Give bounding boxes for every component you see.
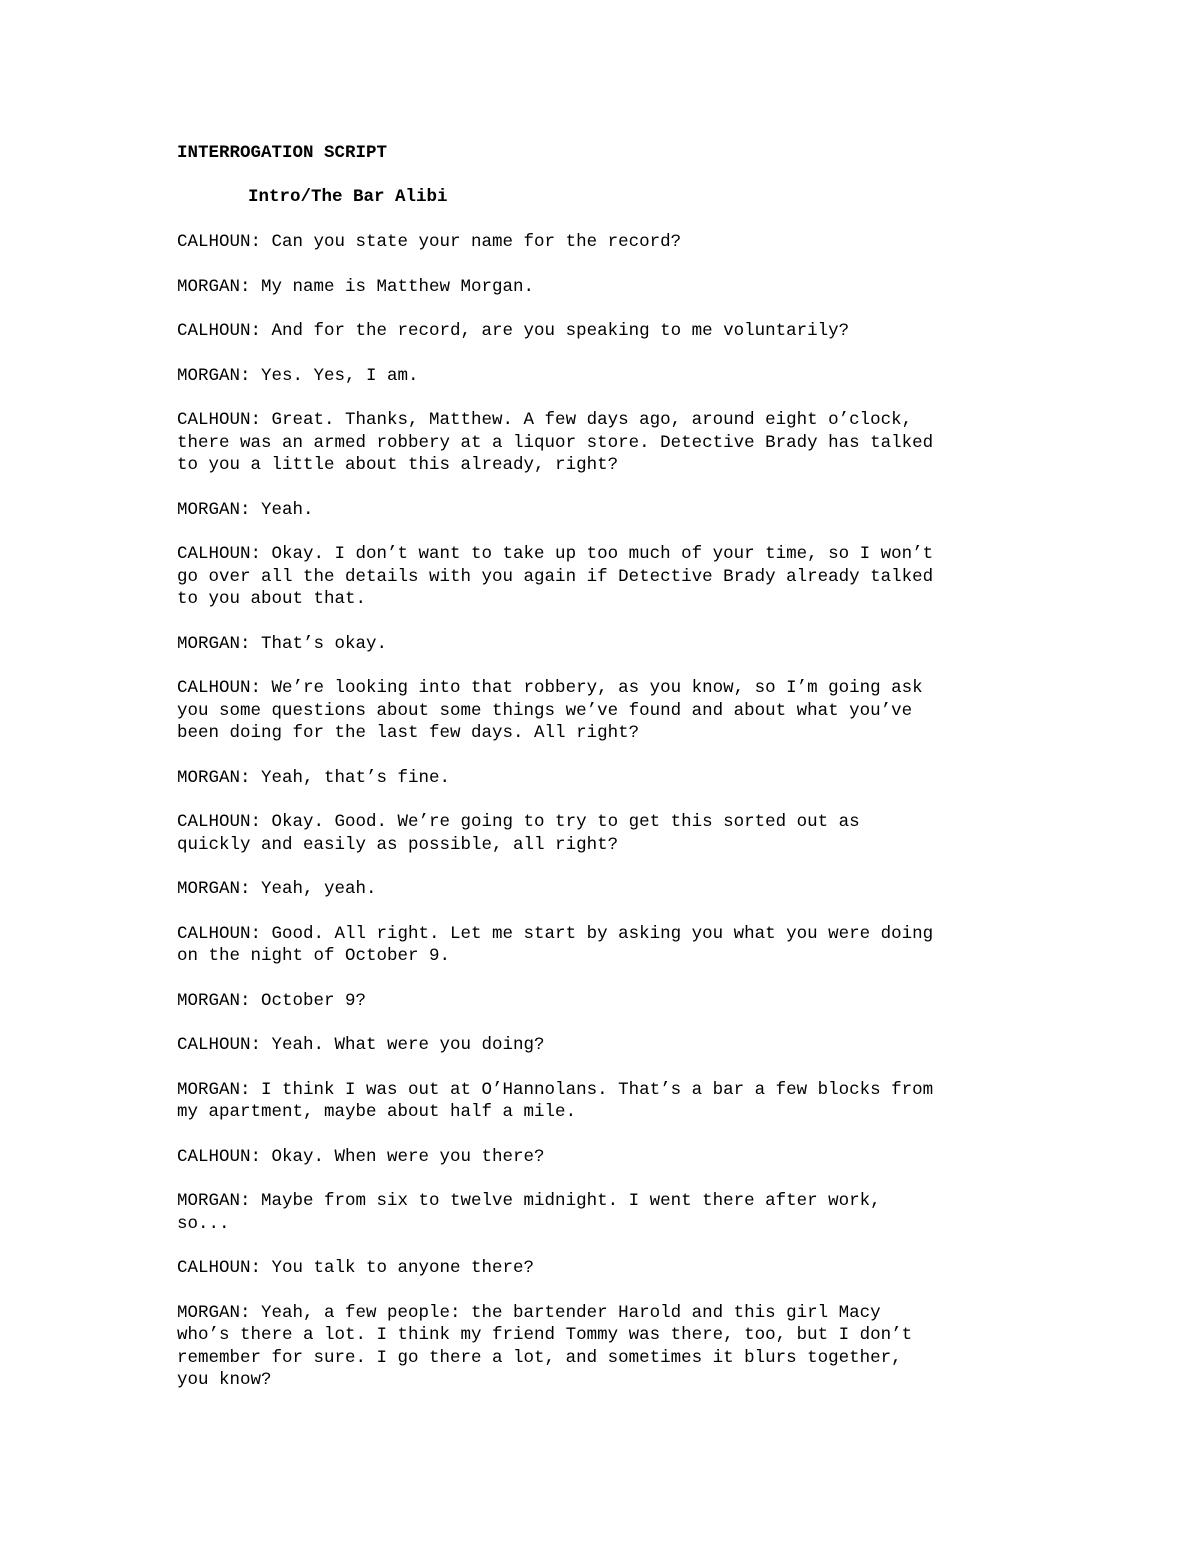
- document-title: INTERROGATION SCRIPT: [177, 143, 388, 163]
- dialogue-line: MORGAN: Yeah, yeah.: [177, 879, 377, 899]
- dialogue-line: MORGAN: Yeah, that’s fine.: [177, 767, 451, 788]
- dialogue-line: MORGAN: My name is Matthew Morgan.: [177, 276, 535, 297]
- dialogue-line: CALHOUN: Okay. I don’t want to take up too much of your time, so I won’t go over all the details with you again if Detective Brady already talked to you about that.: [177, 544, 934, 609]
- dialogue-line: MORGAN: October 9?: [177, 990, 367, 1011]
- document-page: [177, 142, 1047, 1414]
- dialogue-line: CALHOUN: Can you state your name for the record?: [177, 232, 682, 252]
- dialogue-line: CALHOUN: And for the record, are you speaking to me voluntarily?: [177, 321, 850, 341]
- dialogue-line: MORGAN: Yeah, a few people: the bartender Harold and this girl Macy who’s there a lot. I think my friend Tommy was there, too, but I don’t remember for sure. I go there a lot, and sometimes it blurs together, you know?: [177, 1302, 913, 1390]
- dialogue-list: [177, 231, 1047, 1392]
- dialogue-line: CALHOUN: Okay. Good. We’re going to try to get this sorted out as quickly and easily as possible, all right?: [177, 812, 860, 855]
- section-heading: Intro/The Bar Alibi: [248, 187, 448, 207]
- dialogue-line: MORGAN: Maybe from six to twelve midnight. I went there after work, so...: [177, 1191, 881, 1234]
- dialogue-line: MORGAN: Yes. Yes, I am.: [177, 365, 419, 386]
- dialogue-line: CALHOUN: Okay. When were you there?: [177, 1146, 545, 1167]
- dialogue-line: CALHOUN: Good. All right. Let me start by asking you what you were doing on the night of October 9.: [177, 923, 934, 966]
- dialogue-line: CALHOUN: We’re looking into that robbery, as you know, so I’m going ask you some questions about some things we’ve found and about what you’ve been doing for the last few days. All right?: [177, 678, 923, 743]
- dialogue-line: CALHOUN: Great. Thanks, Matthew. A few days ago, around eight o’clock, there was an armed robbery at a liquor store. Detective Brady has talked to you a little about this already, right?: [177, 410, 934, 475]
- dialogue-line: MORGAN: That’s okay.: [177, 633, 388, 654]
- dialogue-line: CALHOUN: Yeah. What were you doing?: [177, 1035, 545, 1055]
- dialogue-line: MORGAN: I think I was out at O’Hannolans. That’s a bar a few blocks from my apartment, maybe about half a mile.: [177, 1079, 934, 1122]
- dialogue-line: MORGAN: Yeah.: [177, 499, 314, 520]
- dialogue-line: CALHOUN: You talk to anyone there?: [177, 1258, 535, 1278]
